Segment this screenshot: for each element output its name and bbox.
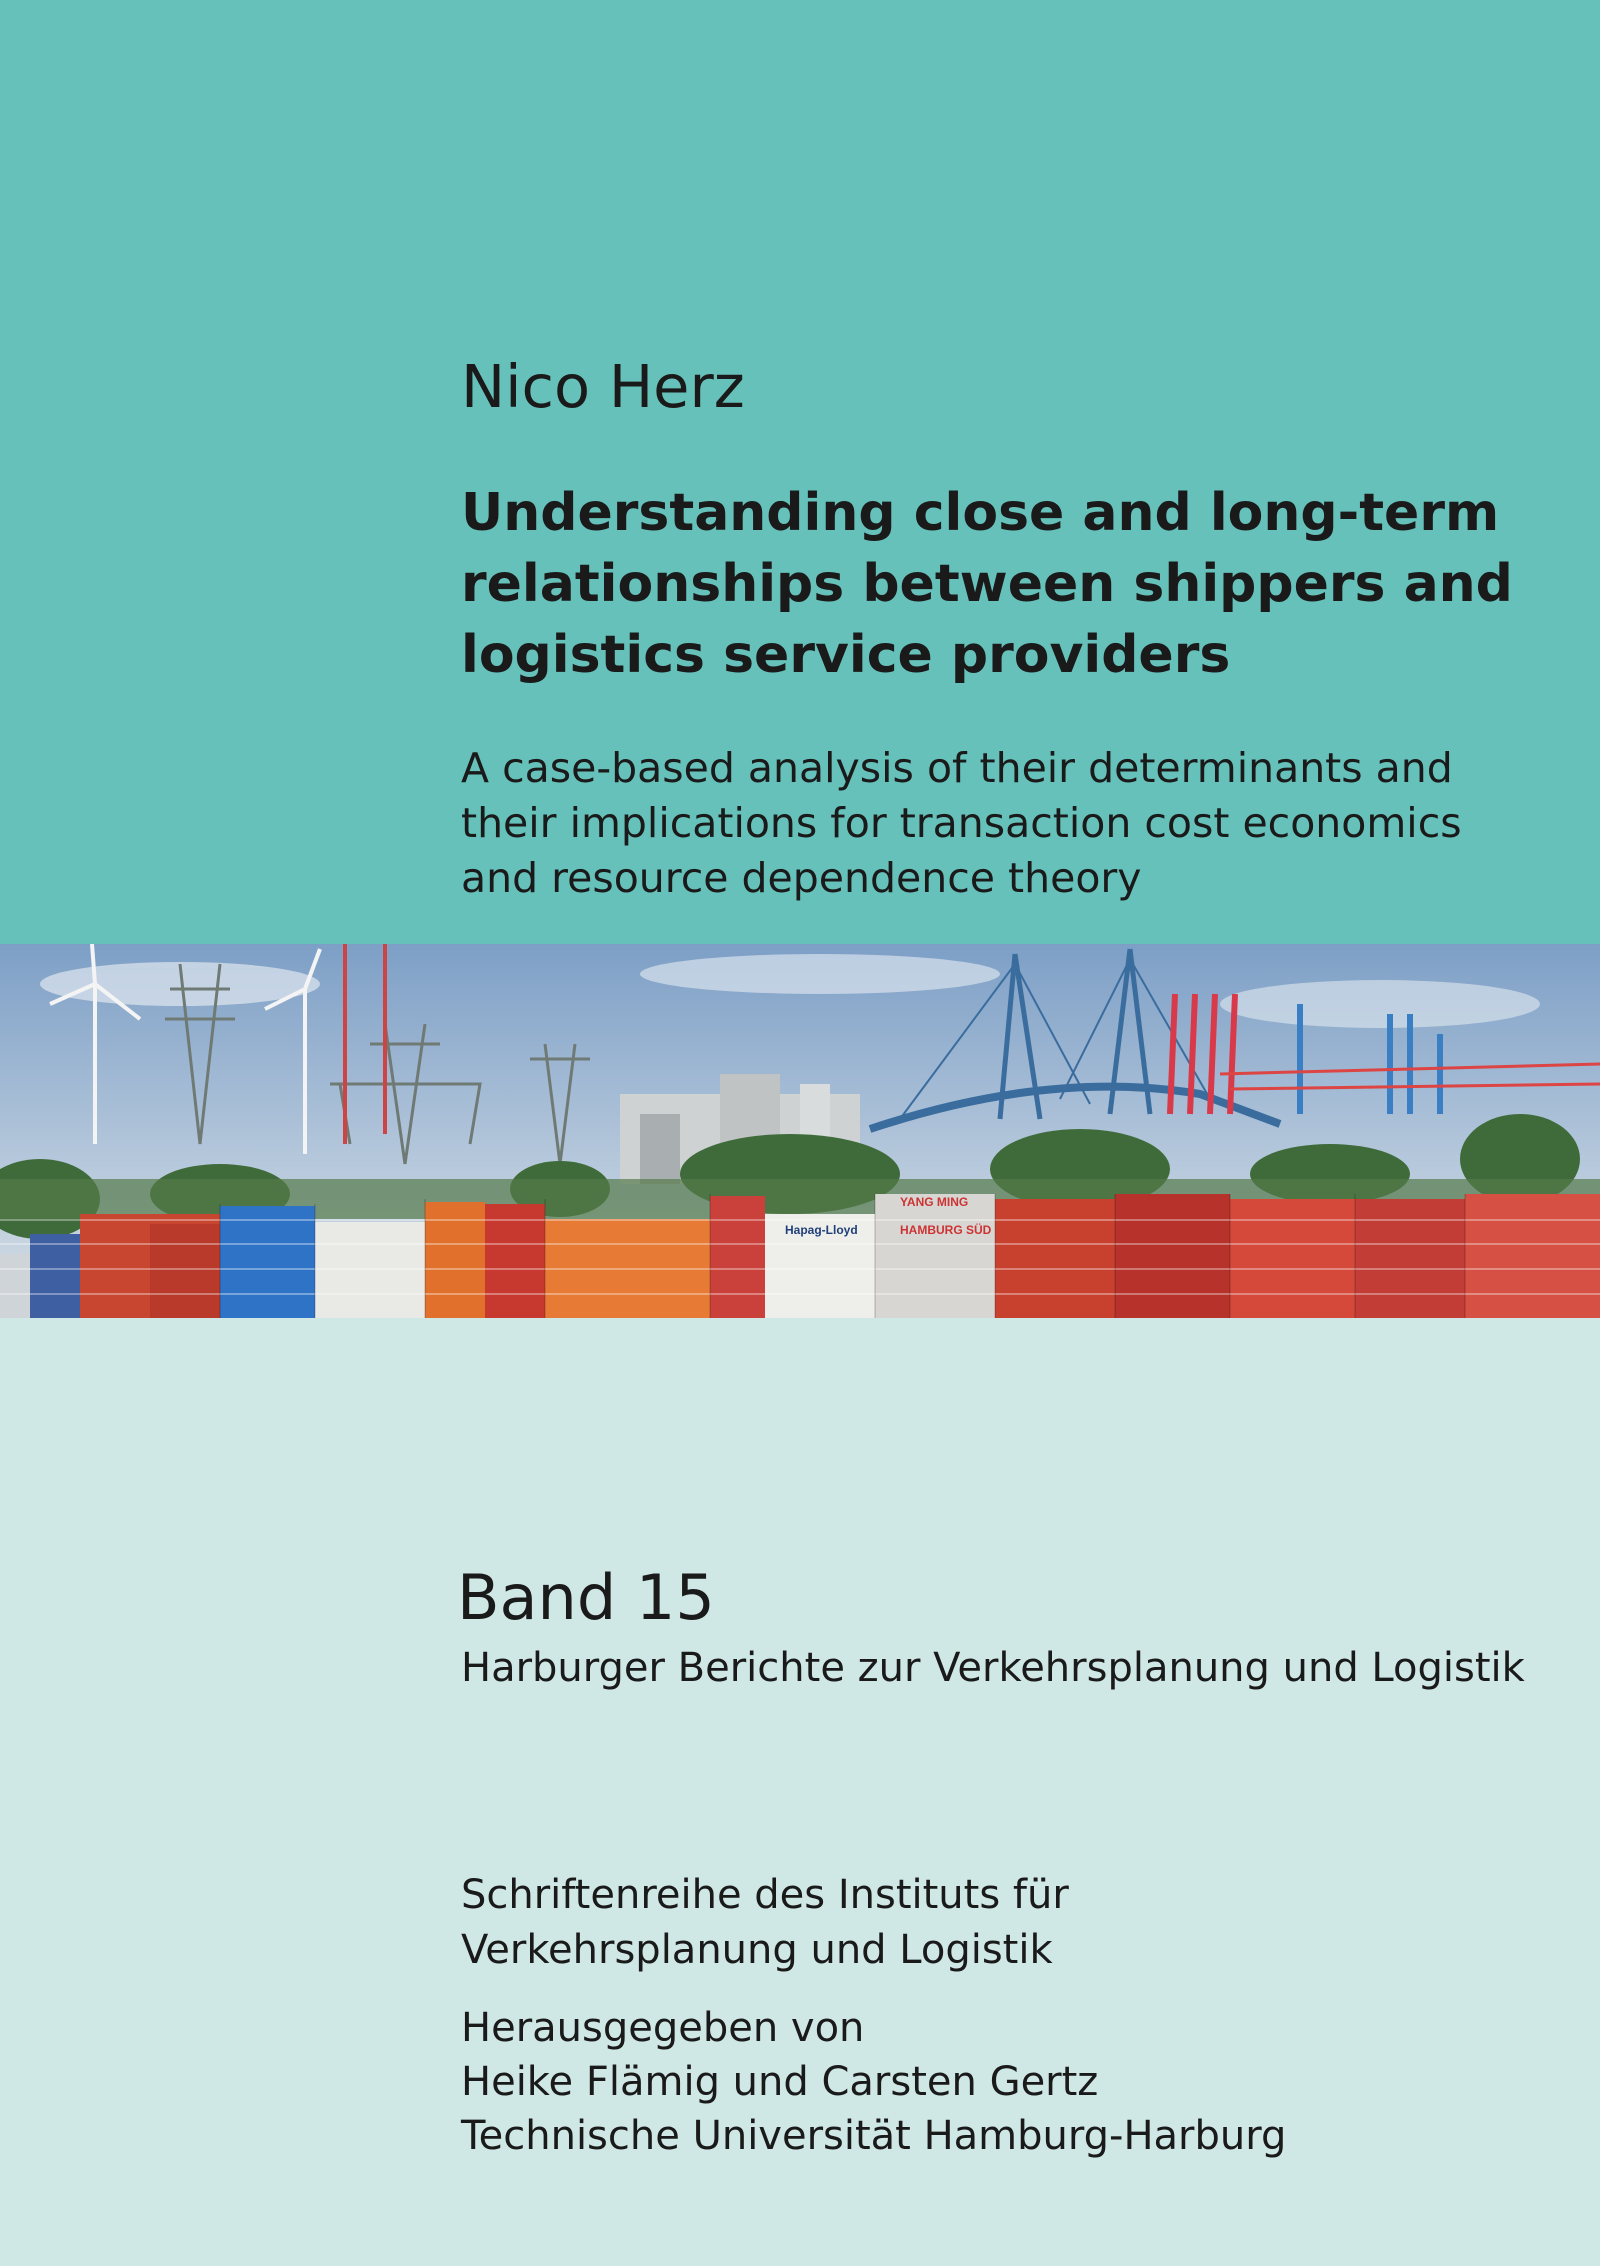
subtitle-line: their implications for transaction cost economics	[461, 799, 1462, 847]
container-label: HAMBURG SÜD	[900, 1223, 992, 1237]
container-label: YANG MING	[900, 1195, 969, 1209]
institute-line: Schriftenreihe des Instituts für	[461, 1872, 1069, 1918]
harbor-container-terminal-photo	[0, 944, 1600, 1318]
book-subtitle	[461, 741, 1541, 906]
institute-line: Verkehrsplanung und Logistik	[461, 1927, 1053, 1973]
subtitle-line: and resource dependence theory	[461, 854, 1142, 902]
container-label: Hapag-Lloyd	[785, 1223, 858, 1237]
editor-line: Technische Universität Hamburg-Harburg	[461, 2113, 1287, 2159]
editor-line: Heike Flämig und Carsten Gertz	[461, 2059, 1099, 2105]
book-title	[461, 478, 1521, 691]
series-title: Harburger Berichte zur Verkehrsplanung und Logistik	[461, 1645, 1525, 1691]
editors-block	[461, 2001, 1286, 2163]
editor-line: Herausgegeben von	[461, 2005, 865, 2051]
author-name: Nico Herz	[461, 352, 745, 421]
volume-number: Band 15	[457, 1561, 715, 1634]
title-line: Understanding close and long-term	[461, 483, 1500, 543]
title-line: logistics service providers	[461, 625, 1231, 685]
title-line: relationships between shippers and	[461, 554, 1513, 614]
subtitle-line: A case-based analysis of their determinants and	[461, 744, 1453, 792]
institute-block	[461, 1868, 1069, 1978]
